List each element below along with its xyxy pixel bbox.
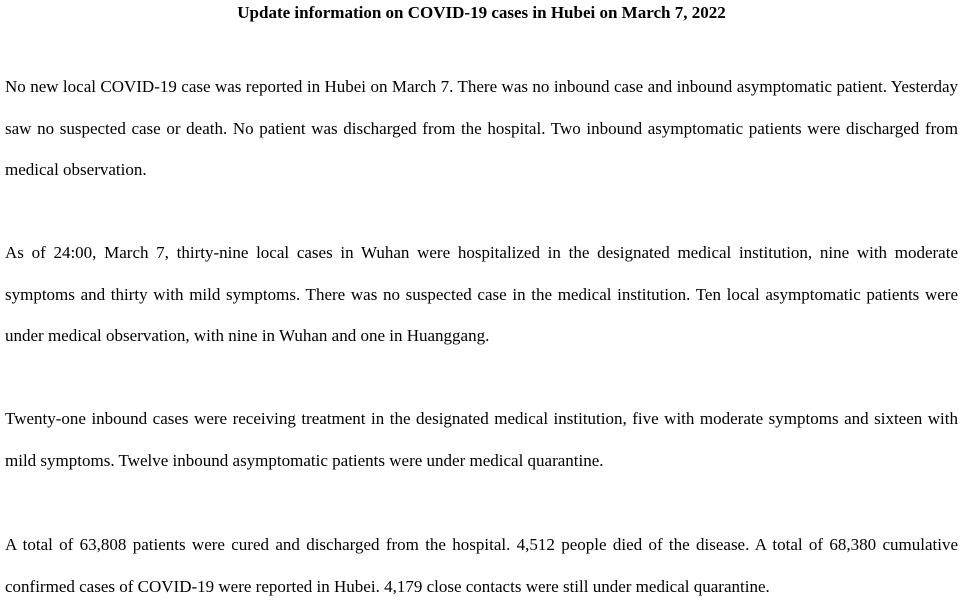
document-title: Update information on COVID-19 cases in Hubei on March 7, 2022 [237, 3, 726, 22]
paragraph-local-hospitalized: As of 24:00, March 7, thirty-nine local cases in Wuhan were hospitalized in the designated medical institution, nine with moderate symptoms and thirty with mild symptoms. There was no suspected case in the medical institution. Ten local asymptomatic patients were under medical observation, with nine in Wuhan and one in Huanggang. [5, 243, 958, 345]
paragraph-cumulative-totals: A total of 63,808 patients were cured and discharged from the hospital. 4,512 people died of the disease. A total of 68,380 cumulative confirmed cases of COVID-19 were reported in Hubei. 4,179 close contacts were still under medical quarantine. [5, 535, 958, 596]
paragraph-inbound-treatment: Twenty-one inbound cases were receiving treatment in the designated medical institution, five with moderate symptoms and sixteen with mild symptoms. Twelve inbound asymptomatic patients were under medical quarantine. [5, 409, 958, 470]
paragraph-new-cases: No new local COVID-19 case was reported in Hubei on March 7. There was no inbound case and inbound asymptomatic patient. Yesterday saw no suspected case or death. No patient was discharged from the hospital. Two inbound asymptomatic patients were discharged from medical observation. [5, 77, 958, 179]
